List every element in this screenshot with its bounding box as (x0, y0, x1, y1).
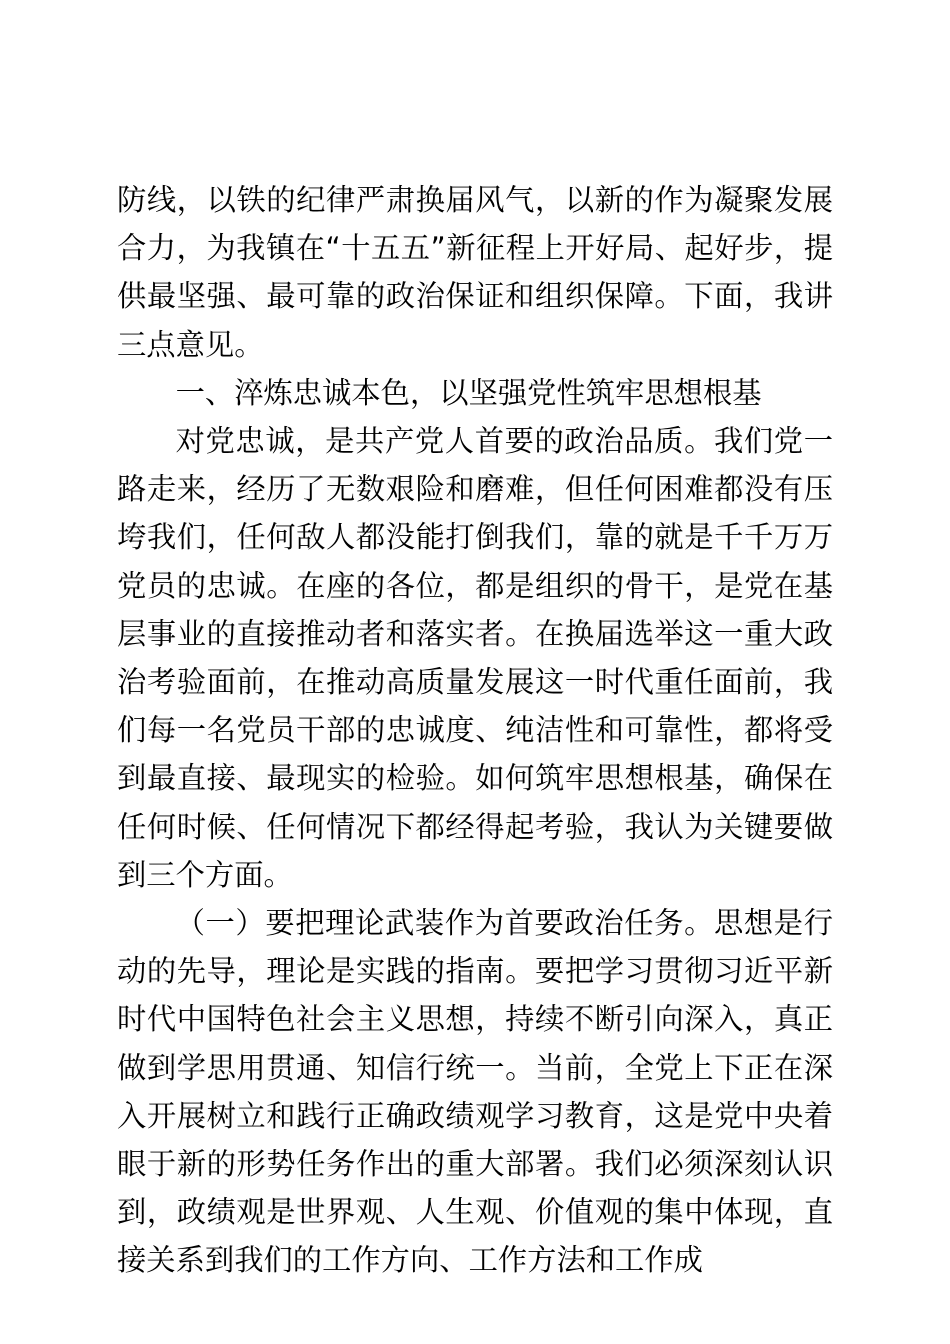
section-heading-one: 一、淬炼忠诚本色，以坚强党性筑牢思想根基 (175, 375, 762, 410)
paragraph-loyalty-body: 对党忠诚，是共产党人首要的政治品质。我们党一路走来，经历了无数艰险和磨难，但任何困难都没有压垮我们，任何敌人都没能打倒我们，靠的就是千千万万党员的忠诚。在座的各位，都是组织的骨干，是党在基层事业的直接推动者和落实者。在换届选举这一重大政治考验面前，在推动高质量发展这一时代重任面前，我们每一名党员干部的忠诚度、纯洁性和可靠性，都将受到最直接、最现实的检验。如何筑牢思想根基，确保在任何时候、任何情况下都经得起考验，我认为关键要做到三个方面。 (117, 424, 833, 892)
paragraph-continued-opening: 防线，以铁的纪律严肃换届风气，以新的作为凝聚发展合力，为我镇在“十五五”新征程上开好局、起好步，提供最坚强、最可靠的政治保证和组织保障。下面，我讲三点意见。 (117, 183, 833, 362)
paragraph-subsection-one: （一）要把理论武装作为首要政治任务。思想是行动的先导，理论是实践的指南。要把学习贯彻习近平新时代中国特色社会主义思想，持续不断引向深入，真正做到学思用贯通、知信行统一。当前，全党上下正在深入开展树立和践行正确政绩观学习教育，这是党中央着眼于新的形势任务作出的重大部署。我们必须深刻认识到，政绩观是世界观、人生观、价值观的集中体现，直接关系到我们的工作方向、工作方法和工作成 (117, 906, 833, 1278)
document-text-body (117, 176, 833, 1285)
